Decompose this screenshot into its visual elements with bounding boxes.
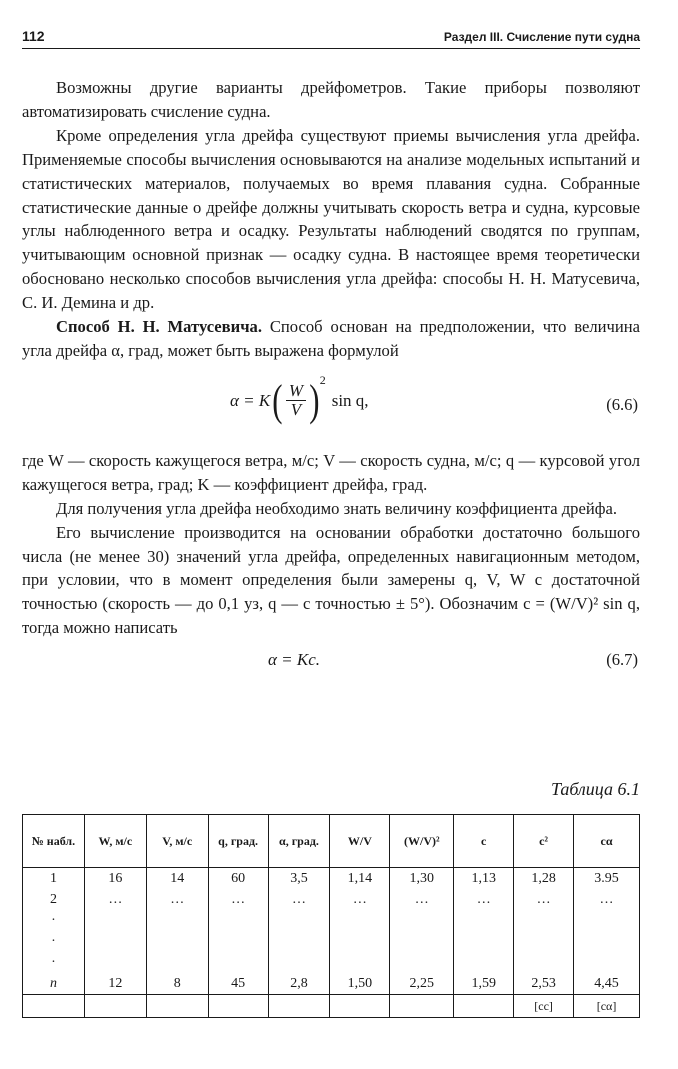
table-cell	[208, 931, 268, 952]
table-cell: 1,50	[330, 973, 390, 995]
equation-6-7	[22, 640, 640, 680]
table-row	[23, 952, 640, 973]
table-cell	[390, 931, 454, 952]
table-cell	[268, 910, 330, 931]
sum-cell	[146, 995, 208, 1018]
table-cell: …	[268, 889, 330, 910]
page-header	[22, 22, 640, 49]
table-cell	[514, 952, 574, 973]
table-cell	[208, 952, 268, 973]
col-header: c	[454, 815, 514, 868]
sum-cell	[23, 995, 85, 1018]
table-row	[23, 868, 640, 890]
fraction-numerator: W	[286, 382, 306, 401]
paragraph-calculation: Его вычисление производится на основании обработки достаточно большого числа (не менее 30) значений угла дрейфа, определенных навигационным методом, при условии, что в момент определения были замерены q, V, W с достаточной точностью (скорость — до 0,1 уз, q — с точностью ± 5°). Обозначим c = (W/V)² sin q, тогда можно написать	[22, 522, 640, 638]
col-header: (W/V)²	[390, 815, 454, 868]
col-header: № набл.	[23, 815, 85, 868]
sum-cell	[330, 995, 390, 1018]
table-cell	[84, 931, 146, 952]
table-cell: 14	[146, 868, 208, 890]
table-cell	[454, 931, 514, 952]
table-cell	[268, 952, 330, 973]
table-cell: 4,45	[574, 973, 640, 995]
sum-cell	[208, 995, 268, 1018]
table-cell	[330, 952, 390, 973]
table-cell: …	[208, 889, 268, 910]
table-cell	[146, 952, 208, 973]
col-header: c²	[514, 815, 574, 868]
equation-number: (6.7)	[606, 650, 638, 670]
fraction-denominator: V	[290, 400, 302, 420]
col-header: W/V	[330, 815, 390, 868]
table-cell: …	[574, 889, 640, 910]
table-cell	[454, 952, 514, 973]
table-cell: 1	[23, 868, 85, 890]
table-cell	[208, 910, 268, 931]
formula-6-6: α = K ( $\frac{W}{V}$ ) 2 sin q,	[230, 379, 369, 423]
method-heading: Способ Н. Н. Матусевича.	[56, 317, 262, 337]
table-cell: ·	[23, 910, 85, 931]
formula-fraction	[286, 382, 306, 419]
data-table	[22, 814, 640, 1018]
table-cell	[268, 931, 330, 952]
table-cell: 1,13	[454, 868, 514, 890]
table-cell	[84, 952, 146, 973]
table-cell: 3,5	[268, 868, 330, 890]
body-text	[22, 76, 640, 680]
table-cell: 1,14	[330, 868, 390, 890]
table-cell: 1,59	[454, 973, 514, 995]
formula-lhs: α = K	[230, 390, 271, 410]
table-cell: …	[454, 889, 514, 910]
sum-cell: [cα]	[574, 995, 640, 1018]
table-cell	[514, 910, 574, 931]
method-text: Способ основан на предположении, что величина угла дрейфа α, град, может быть выражена формулой	[22, 317, 640, 360]
table-header-row	[23, 815, 640, 868]
table-cell: …	[390, 889, 454, 910]
table-cell	[574, 931, 640, 952]
table-cell	[454, 910, 514, 931]
table-cell: 12	[84, 973, 146, 995]
col-header: q, град.	[208, 815, 268, 868]
table-cell	[390, 952, 454, 973]
sum-cell	[84, 995, 146, 1018]
table-cell: 1,28	[514, 868, 574, 890]
table-cell: …	[146, 889, 208, 910]
table-sum-row	[23, 995, 640, 1018]
sum-cell	[268, 995, 330, 1018]
table-cell	[146, 910, 208, 931]
table-cell: 2,25	[390, 973, 454, 995]
formula-rhs: sin q,	[331, 390, 369, 410]
col-header: V, м/с	[146, 815, 208, 868]
col-header: W, м/с	[84, 815, 146, 868]
table-cell: 2,8	[268, 973, 330, 995]
table-row	[23, 931, 640, 952]
table-cell	[84, 910, 146, 931]
table-cell	[330, 931, 390, 952]
paragraph-need: Для получения угла дрейфа необходимо знать величину коэффициента дрейфа.	[56, 498, 617, 518]
table-cell	[390, 910, 454, 931]
equation-number: (6.6)	[606, 394, 638, 414]
table-cell	[574, 910, 640, 931]
sum-cell	[454, 995, 514, 1018]
table-cell: 45	[208, 973, 268, 995]
paragraph-where: где W — скорость кажущегося ветра, м/с; V — скорость судна, м/с; q — курсовой угол кажущегося ветра, град; K — коэффициент дрейфа, град.	[22, 450, 640, 494]
table-cell: …	[514, 889, 574, 910]
table-cell: 1,30	[390, 868, 454, 890]
table-row	[23, 910, 640, 931]
table-cell: n	[23, 973, 85, 995]
section-title: Раздел III. Счисление пути судна	[443, 30, 640, 44]
table-cell: 2,53	[514, 973, 574, 995]
col-header: cα	[574, 815, 640, 868]
table-cell: 3.95	[574, 868, 640, 890]
formula-power: 2	[319, 372, 326, 387]
table-cell	[574, 952, 640, 973]
table-cell: ·	[23, 931, 85, 952]
table-caption: Таблица 6.1	[550, 779, 640, 799]
sum-cell	[390, 995, 454, 1018]
paragraph-matusevich	[22, 315, 640, 363]
sum-cell: [cc]	[514, 995, 574, 1018]
table-cell	[146, 931, 208, 952]
formula-6-7: α = Kc.	[268, 650, 321, 670]
table-cell: 2	[23, 889, 85, 910]
paragraph-drift-methods: Кроме определения угла дрейфа существуют приемы вычисления угла дрейфа. Применяемые способы вычисления основываются на анализе модельных испытаний и статистических материалов, получаемых во время плавания судна. Собранные статистические данные о дрейфе должны учитывать скорость ветра и судна, курсовые углы наблюденного ветра и осадку. Результаты наблюдений сводятся по группам, учитывающим основной признак — осадку судна. В настоящее время теоретически обосновано несколько способов вычисления угла дрейфа: способы Н. Н. Матусевича, С. И. Демина и др.	[22, 125, 640, 313]
table-cell: …	[330, 889, 390, 910]
paragraph-driftmeters: Возможны другие варианты дрейфометров. Такие приборы позволяют автоматизировать счисление судна.	[22, 78, 640, 121]
page-number: 112	[22, 28, 45, 44]
table-cell: 8	[146, 973, 208, 995]
table-cell	[514, 931, 574, 952]
table-row	[23, 973, 640, 995]
equation-6-6	[22, 363, 640, 449]
table-cell: …	[84, 889, 146, 910]
col-header: α, град.	[268, 815, 330, 868]
table-cell: 16	[84, 868, 146, 890]
table-cell: 60	[208, 868, 268, 890]
table-cell: ·	[23, 952, 85, 973]
table-cell	[330, 910, 390, 931]
table-row	[23, 889, 640, 910]
